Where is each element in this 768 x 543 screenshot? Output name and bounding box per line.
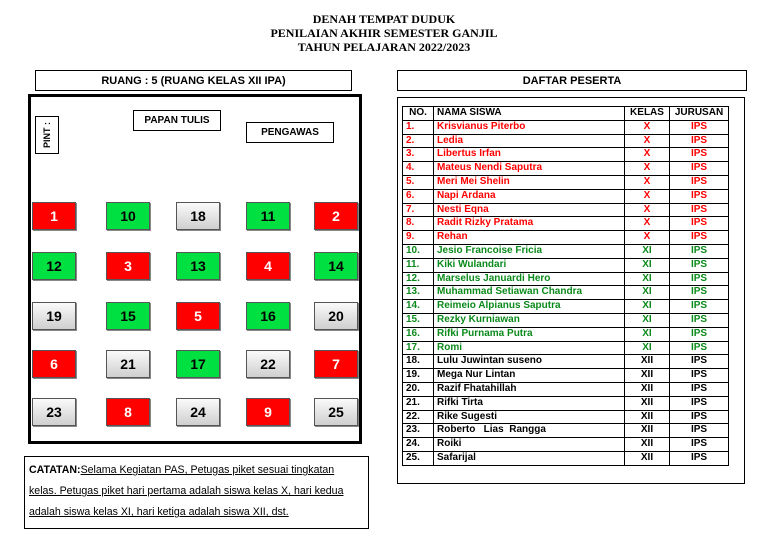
cell-nama: Muhammad Setiawan Chandra	[434, 286, 625, 300]
cell-nama: Marselus Januardi Hero	[434, 272, 625, 286]
seat-10: 10	[106, 202, 150, 230]
cell-no: 11.	[403, 258, 434, 272]
seat-6: 6	[32, 350, 76, 378]
cell-kelas: XI	[625, 300, 670, 314]
cell-jurusan: IPS	[670, 231, 729, 245]
table-row	[403, 382, 729, 396]
cell-kelas: XII	[625, 438, 670, 452]
table-row	[403, 258, 729, 272]
table-row	[403, 244, 729, 258]
cell-no: 15.	[403, 313, 434, 327]
seat-12: 12	[32, 252, 76, 280]
table-row	[403, 203, 729, 217]
participant-table	[402, 106, 729, 466]
header-kelas: KELAS	[625, 107, 670, 121]
table-row	[403, 120, 729, 134]
cell-jurusan: IPS	[670, 396, 729, 410]
table-header-row	[403, 107, 729, 121]
note-text: Selama Kegiatan PAS, Petugas piket sesuai tingkatan kelas. Petugas piket hari pertama adalah siswa kelas X, hari kedua adalah siswa kelas XI, hari ketiga adalah siswa XII, dst.	[29, 464, 344, 518]
cell-jurusan: IPS	[670, 217, 729, 231]
header-nama: NAMA SISWA	[434, 107, 625, 121]
cell-jurusan: IPS	[670, 148, 729, 162]
cell-kelas: X	[625, 203, 670, 217]
seat-11: 11	[246, 202, 290, 230]
cell-kelas: X	[625, 217, 670, 231]
cell-nama: Rike Sugesti	[434, 410, 625, 424]
cell-nama: Rehan	[434, 231, 625, 245]
cell-no: 12.	[403, 272, 434, 286]
cell-jurusan: IPS	[670, 438, 729, 452]
cell-kelas: XII	[625, 382, 670, 396]
cell-no: 22.	[403, 410, 434, 424]
cell-no: 1.	[403, 120, 434, 134]
seat-13: 13	[176, 252, 220, 280]
seat-20: 20	[314, 302, 358, 330]
cell-nama: Jesio Francoise Fricia	[434, 244, 625, 258]
seat-18: 18	[176, 202, 220, 230]
seat-7: 7	[314, 350, 358, 378]
seat-2: 2	[314, 202, 358, 230]
cell-no: 18.	[403, 355, 434, 369]
seat-3: 3	[106, 252, 150, 280]
cell-jurusan: IPS	[670, 313, 729, 327]
cell-kelas: XI	[625, 286, 670, 300]
cell-kelas: XI	[625, 341, 670, 355]
cell-no: 6.	[403, 189, 434, 203]
cell-kelas: XI	[625, 313, 670, 327]
seat-16: 16	[246, 302, 290, 330]
cell-jurusan: IPS	[670, 175, 729, 189]
table-row	[403, 424, 729, 438]
table-row	[403, 272, 729, 286]
cell-no: 19.	[403, 369, 434, 383]
table-row	[403, 327, 729, 341]
cell-no: 4.	[403, 162, 434, 176]
cell-nama: Roiki	[434, 438, 625, 452]
cell-no: 21.	[403, 396, 434, 410]
cell-no: 9.	[403, 231, 434, 245]
cell-nama: Mega Nur Lintan	[434, 369, 625, 383]
table-row	[403, 148, 729, 162]
cell-no: 8.	[403, 217, 434, 231]
pint-label: PINT :	[42, 122, 52, 148]
supervisor-box: PENGAWAS	[246, 122, 334, 143]
cell-nama: Krisvianus Piterbo	[434, 120, 625, 134]
cell-kelas: XI	[625, 244, 670, 258]
table-row	[403, 410, 729, 424]
cell-jurusan: IPS	[670, 327, 729, 341]
cell-no: 23.	[403, 424, 434, 438]
table-row	[403, 451, 729, 465]
cell-jurusan: IPS	[670, 300, 729, 314]
cell-kelas: XI	[625, 327, 670, 341]
room-label: RUANG : 5 (RUANG KELAS XII IPA)	[35, 70, 352, 91]
cell-no: 24.	[403, 438, 434, 452]
seat-14: 14	[314, 252, 358, 280]
table-row	[403, 300, 729, 314]
cell-no: 13.	[403, 286, 434, 300]
cell-nama: Rifki Tirta	[434, 396, 625, 410]
cell-no: 3.	[403, 148, 434, 162]
cell-no: 10.	[403, 244, 434, 258]
whiteboard-box: PAPAN TULIS	[133, 110, 221, 131]
table-row	[403, 396, 729, 410]
table-row	[403, 189, 729, 203]
cell-jurusan: IPS	[670, 162, 729, 176]
cell-nama: Napi Ardana	[434, 189, 625, 203]
cell-kelas: XII	[625, 396, 670, 410]
seat-4: 4	[246, 252, 290, 280]
cell-jurusan: IPS	[670, 341, 729, 355]
cell-nama: Ledia	[434, 134, 625, 148]
cell-nama: Lulu Juwintan suseno	[434, 355, 625, 369]
table-row	[403, 286, 729, 300]
cell-kelas: X	[625, 134, 670, 148]
cell-nama: Rifki Purnama Putra	[434, 327, 625, 341]
header-no: NO.	[403, 107, 434, 121]
seat-15: 15	[106, 302, 150, 330]
cell-nama: Mateus Nendi Saputra	[434, 162, 625, 176]
cell-kelas: XI	[625, 258, 670, 272]
cell-no: 5.	[403, 175, 434, 189]
cell-nama: Romi	[434, 341, 625, 355]
seat-8: 8	[106, 398, 150, 426]
cell-kelas: X	[625, 162, 670, 176]
cell-jurusan: IPS	[670, 189, 729, 203]
title-line-3: TAHUN PELAJARAN 2022/2023	[297, 40, 471, 54]
cell-kelas: XII	[625, 369, 670, 383]
seat-22: 22	[246, 350, 290, 378]
cell-kelas: X	[625, 148, 670, 162]
cell-kelas: X	[625, 120, 670, 134]
table-row	[403, 134, 729, 148]
cell-nama: Radit Rizky Pratama	[434, 217, 625, 231]
cell-no: 25.	[403, 451, 434, 465]
seat-25: 25	[314, 398, 358, 426]
seat-23: 23	[32, 398, 76, 426]
table-row	[403, 341, 729, 355]
table-row	[403, 313, 729, 327]
cell-no: 20.	[403, 382, 434, 396]
cell-nama: Kiki Wulandari	[434, 258, 625, 272]
cell-jurusan: IPS	[670, 272, 729, 286]
cell-kelas: X	[625, 175, 670, 189]
table-row	[403, 438, 729, 452]
cell-kelas: X	[625, 189, 670, 203]
cell-jurusan: IPS	[670, 258, 729, 272]
title-line-1: DENAH TEMPAT DUDUK	[312, 12, 456, 26]
table-row	[403, 162, 729, 176]
cell-nama: Roberto Lias Rangga	[434, 424, 625, 438]
header-jurusan: JURUSAN	[670, 107, 729, 121]
seat-9: 9	[246, 398, 290, 426]
list-label: DAFTAR PESERTA	[397, 70, 747, 91]
seat-5: 5	[176, 302, 220, 330]
table-row	[403, 355, 729, 369]
cell-jurusan: IPS	[670, 451, 729, 465]
cell-nama: Meri Mei Shelin	[434, 175, 625, 189]
seat-24: 24	[176, 398, 220, 426]
table-row	[403, 217, 729, 231]
cell-nama: Reimeio Alpianus Saputra	[434, 300, 625, 314]
cell-kelas: XII	[625, 451, 670, 465]
cell-jurusan: IPS	[670, 410, 729, 424]
cell-kelas: XII	[625, 424, 670, 438]
table-row	[403, 175, 729, 189]
page-title	[0, 12, 768, 54]
title-line-2: PENILAIAN AKHIR SEMESTER GANJIL	[270, 26, 498, 40]
cell-jurusan: IPS	[670, 424, 729, 438]
pint-box	[35, 116, 59, 154]
seat-1: 1	[32, 202, 76, 230]
cell-jurusan: IPS	[670, 369, 729, 383]
cell-no: 2.	[403, 134, 434, 148]
cell-jurusan: IPS	[670, 355, 729, 369]
cell-jurusan: IPS	[670, 134, 729, 148]
cell-jurusan: IPS	[670, 286, 729, 300]
note-label: CATATAN:	[29, 464, 81, 476]
cell-jurusan: IPS	[670, 120, 729, 134]
cell-kelas: XII	[625, 410, 670, 424]
cell-no: 7.	[403, 203, 434, 217]
cell-kelas: X	[625, 231, 670, 245]
cell-nama: Libertus Irfan	[434, 148, 625, 162]
note-box	[24, 456, 369, 529]
cell-kelas: XII	[625, 355, 670, 369]
cell-jurusan: IPS	[670, 203, 729, 217]
table-row	[403, 369, 729, 383]
seat-21: 21	[106, 350, 150, 378]
cell-no: 14.	[403, 300, 434, 314]
cell-no: 17.	[403, 341, 434, 355]
cell-nama: Rezky Kurniawan	[434, 313, 625, 327]
cell-nama: Nesti Eqna	[434, 203, 625, 217]
cell-nama: Safarijal	[434, 451, 625, 465]
seat-19: 19	[32, 302, 76, 330]
cell-jurusan: IPS	[670, 382, 729, 396]
cell-nama: Razif Fhatahillah	[434, 382, 625, 396]
cell-jurusan: IPS	[670, 244, 729, 258]
seat-17: 17	[176, 350, 220, 378]
cell-kelas: XI	[625, 272, 670, 286]
table-row	[403, 231, 729, 245]
cell-no: 16.	[403, 327, 434, 341]
